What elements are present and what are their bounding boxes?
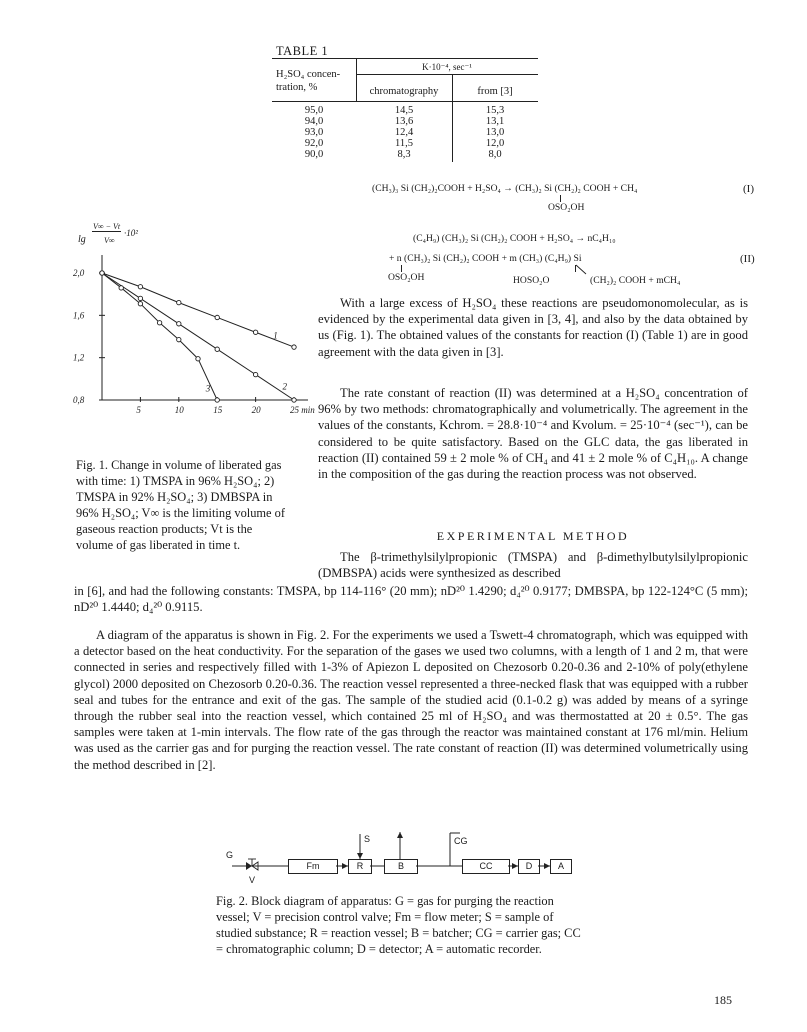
box-recorder: A	[550, 859, 572, 874]
equation-1-number: (I)	[743, 183, 754, 195]
data-point	[177, 337, 181, 341]
equation-2-line-1: (C₄H₉) (CH₃)₂ Si (CH₂)₂ COOH + H₂SO₄ → nC₄H₁₀	[413, 233, 616, 244]
data-point	[138, 296, 142, 300]
col-k-header: K·10⁻⁴, sec⁻¹	[422, 62, 472, 72]
y-tick-label: 1,6	[73, 310, 85, 321]
label-valve: V	[249, 875, 256, 885]
data-point	[215, 398, 219, 402]
box-batcher: B	[384, 859, 418, 874]
table-cell-conc: 92,0	[304, 138, 324, 149]
table-cell-chrom: 11,5	[395, 138, 413, 149]
label-gas: G	[226, 850, 234, 860]
paragraph-3-continued: in [6], and had the following constants: TMSPA, bp 114-116° (20 mm); nD²⁰ 1.4290; d₄²⁰ 0.9177; DMBSPA, bp 122-124°C (5 mm); nD²⁰ 1.4440; d₄²⁰ 0.9115.	[74, 584, 748, 615]
box-reaction-vessel: R	[348, 859, 372, 874]
section-heading: EXPERIMENTAL METHOD	[436, 529, 630, 543]
box-chromatographic-column: CC	[462, 859, 510, 874]
table-cell-chrom: 12,4	[394, 127, 414, 138]
table-cell-chrom: 13,6	[394, 116, 414, 127]
data-point	[215, 315, 219, 319]
equation-2-substituent-a: OSO₂OH	[388, 272, 425, 283]
data-point	[292, 398, 296, 402]
x-tick-label: 15	[213, 405, 223, 415]
table-1-title: TABLE 1	[276, 44, 329, 58]
x-tick-label: 5	[136, 405, 141, 415]
equation-2-line-2: + n (CH₃)₂ Si (CH₂)₂ COOH + m (CH₃) (C₄H₉) Si	[389, 253, 582, 264]
table-cell-chrom: 8,3	[397, 149, 411, 160]
data-point	[177, 322, 181, 326]
bond-lines	[572, 264, 592, 276]
fig1-ylabel-suffix: ·10²	[124, 228, 138, 238]
box-flow-meter: Fm	[288, 859, 338, 874]
equation-2-number: (II)	[740, 253, 755, 265]
x-tick-label: 10	[174, 405, 184, 415]
col-chrom-header: chromatography	[369, 86, 439, 97]
x-tick-label: 20	[251, 405, 261, 415]
data-point	[196, 357, 200, 361]
label-sample: S	[364, 834, 371, 844]
figure-1-chart	[72, 225, 322, 420]
col-conc-header-1: H₂SO₄ concen-	[276, 69, 341, 80]
y-tick-label: 1,2	[73, 352, 85, 363]
box-detector: D	[518, 859, 540, 874]
equation-1-substituent: OSO₂OH	[548, 202, 585, 213]
table-1	[272, 58, 538, 164]
series-line-3	[102, 273, 217, 400]
curve-label-1: 1	[273, 330, 278, 341]
page-number: 185	[714, 993, 732, 1007]
data-point	[253, 330, 257, 334]
fig1-ylabel-prefix: lg	[78, 234, 86, 245]
data-point	[100, 271, 104, 275]
data-point	[157, 321, 161, 325]
data-point	[177, 300, 181, 304]
x-tick-label: 25 min	[290, 405, 315, 415]
col-conc-header-2: tration, %	[276, 82, 318, 93]
diagram-lines	[220, 828, 580, 888]
paragraph-2: The rate constant of reaction (II) was determined at a H₂SO₄ concentration of 96% by two methods: chromatographically and volumetrically. The agreement in the values of the constants, Kchrom. = 28.8·10⁻⁴ and Kvolum. = 25·10⁻⁴ (sec⁻¹), can be considered to be quite satisfactory. Based on the GLC data, the gas liberated in reaction (II) contained 59 ± 2 mole % of CH₄ and 41 ± 2 mole % of C₄H₁₀. A change in the composition of the gas during the reaction process was not observed.	[318, 386, 748, 482]
col-from-header: from [3]	[477, 86, 513, 97]
table-cell-from: 13,1	[485, 116, 505, 127]
data-point	[138, 301, 142, 305]
equation-2-substituent-c: (CH₂)₂ COOH + mCH₄	[590, 275, 681, 286]
table-cell-conc: 94,0	[304, 116, 324, 127]
curve-label-3: 3	[205, 383, 211, 394]
figure-2-caption: Fig. 2. Block diagram of apparatus: G = gas for purging the reaction vessel; V = precision control valve; Fm = flow meter; S = sample of studied substance; R = reaction vessel; B = batcher; CG = carrier gas; CC = chromatographic column; D = detector; A = automatic recorder.	[216, 894, 581, 956]
fig1-ylabel-denominator: V∞	[104, 236, 115, 245]
table-cell-conc: 93,0	[304, 127, 324, 138]
data-point	[119, 286, 123, 290]
paragraph-3-start: The β-trimethylsilylpropionic (TMSPA) and β-dimethylbutylsilylpropionic (DMBSPA) acids were synthesized as described	[318, 550, 748, 581]
data-point	[138, 285, 142, 289]
paragraph-4: A diagram of the apparatus is shown in Fig. 2. For the experiments we used a Tswett-4 chromatograph, which was equipped with a detector based on the heat conductivity. For the separation of the gases we used two columns, with a length of 1 and 2 m, that were connected in series and respectively filled with 1-3% of Apiezon L deposited on Chezosorb 0.20-0.36 and 2-10% of poly(ethylene glycol) 2000 deposited on Chezosorb 0.20-0.36. The reaction vessel represented a three-necked flask that was equipped with a rubber seal and tubes for the entrance and exit of the gas. The sample of the studied acid (0.1-0.2 g) was added by means of a syringe through the rubber seal into the reaction vessel, which contained 25 ml of H₂SO₄ and was thermostatted at 20 ± 0.5°. The gas samples were taken at 1-min intervals. The flow rate of the gas through the reactor was maintained constant at 176 ml/min. Helium was used as the carrier gas and for purging the reaction vessel. The rate constant of reaction (II) was determined volumetrically using the method described in [2].	[74, 628, 748, 772]
figure-2-diagram	[220, 828, 580, 888]
y-tick-label: 0,8	[73, 395, 85, 405]
figure-1-caption: Fig. 1. Change in volume of liberated gas with time: 1) TMSPA in 96% H₂SO₄; 2) TMSPA in 92% H₂SO₄; 3) DMBSPA in 96% H₂SO₄; V∞ is the limiting volume of gaseous reaction products; Vt is the volume of gas liberated in time t.	[76, 458, 285, 552]
equation-1: (CH₃)₃ Si (CH₂)₂COOH + H₂SO₄ → (CH₃)₂ Si (CH₂)₂ COOH + CH₄	[372, 183, 638, 194]
y-tick-label: 2,0	[73, 268, 85, 278]
data-point	[215, 347, 219, 351]
label-carrier-gas: CG	[454, 836, 468, 846]
equation-2-substituent-b: HOSO₂O	[513, 275, 550, 286]
data-point	[292, 345, 296, 349]
table-cell-conc: 95,0	[304, 105, 324, 116]
table-cell-from: 13,0	[485, 127, 505, 138]
paragraph-1: With a large excess of H₂SO₄ these reactions are pseudomonomolecular, as is evidenced by the experimental data given in [3, 4], and also by the data obtained by us (Fig. 1). The obtained values of the constants for reaction (I) (Table 1) are in good agreement with the data given in [3].	[318, 296, 748, 359]
table-cell-chrom: 14,5	[394, 105, 414, 116]
table-cell-conc: 90,0	[304, 149, 324, 160]
table-cell-from: 12,0	[485, 138, 505, 149]
curve-label-2: 2	[282, 381, 287, 392]
data-point	[253, 372, 257, 376]
table-cell-from: 8,0	[488, 149, 502, 160]
fig1-ylabel-numerator: V∞ − Vt	[93, 222, 121, 231]
table-cell-from: 15,3	[485, 105, 505, 116]
